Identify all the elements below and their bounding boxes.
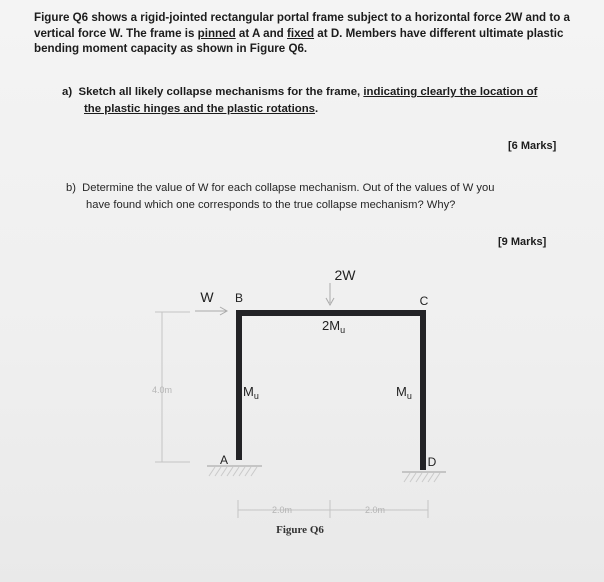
- intro-text-2: at A and: [235, 26, 287, 40]
- intro-text-1: Figure Q6 shows a rigid-jointed rectangular portal frame subject to a horizontal force 2W and to a vertical force W. The frame is: [34, 11, 570, 40]
- question-a-marks: [6 Marks]: [508, 140, 557, 152]
- question-a-end: .: [315, 103, 319, 115]
- node-c-label: C: [419, 294, 429, 308]
- intro-text-3: at D. Members have different ultimate plastic bending moment capacity as shown in Figure Q6.: [34, 26, 564, 55]
- question-b-line-1: Determine the value of W for each collapse mechanism. Out of the values of W you: [82, 182, 495, 194]
- span-right-dimension-label: 2.0m: [364, 505, 386, 515]
- beam-bc: [236, 310, 426, 316]
- node-d-label: D: [427, 455, 437, 469]
- intro-fixed: fixed: [287, 26, 315, 40]
- left-column-capacity-label: $M_u$: [243, 384, 259, 401]
- column-ab: [236, 310, 242, 460]
- question-a-label: a): [62, 86, 73, 98]
- column-cd: [420, 310, 426, 470]
- vertical-load-label: 2W: [334, 267, 356, 283]
- node-a-label: A: [219, 453, 229, 467]
- intro-pinned: pinned: [197, 26, 236, 40]
- fixed-support-d: [402, 472, 446, 482]
- horizontal-load-label: W: [200, 289, 214, 305]
- question-a-text: Sketch all likely collapse mechanisms for the frame,: [78, 86, 364, 98]
- node-b-label: B: [234, 291, 244, 305]
- question-b-marks: [9 Marks]: [498, 236, 547, 248]
- question-b-label: b): [66, 182, 76, 194]
- beam-capacity-label: $2M_u$: [322, 318, 346, 335]
- question-a-underlined-2: the plastic hinges and the plastic rotations: [84, 103, 316, 115]
- pinned-support-a: [207, 466, 262, 476]
- span-left-dimension-label: 2.0m: [271, 505, 293, 515]
- height-dimension-label: 4.0m: [151, 385, 173, 395]
- question-a-underlined-1: indicating clearly the location of: [363, 86, 538, 98]
- question-b-line-2: have found which one corresponds to the true collapse mechanism? Why?: [86, 199, 456, 211]
- right-column-capacity-label: $M_u$: [396, 384, 412, 401]
- span-dimension: [238, 500, 428, 518]
- figure-caption: Figure Q6: [276, 524, 324, 536]
